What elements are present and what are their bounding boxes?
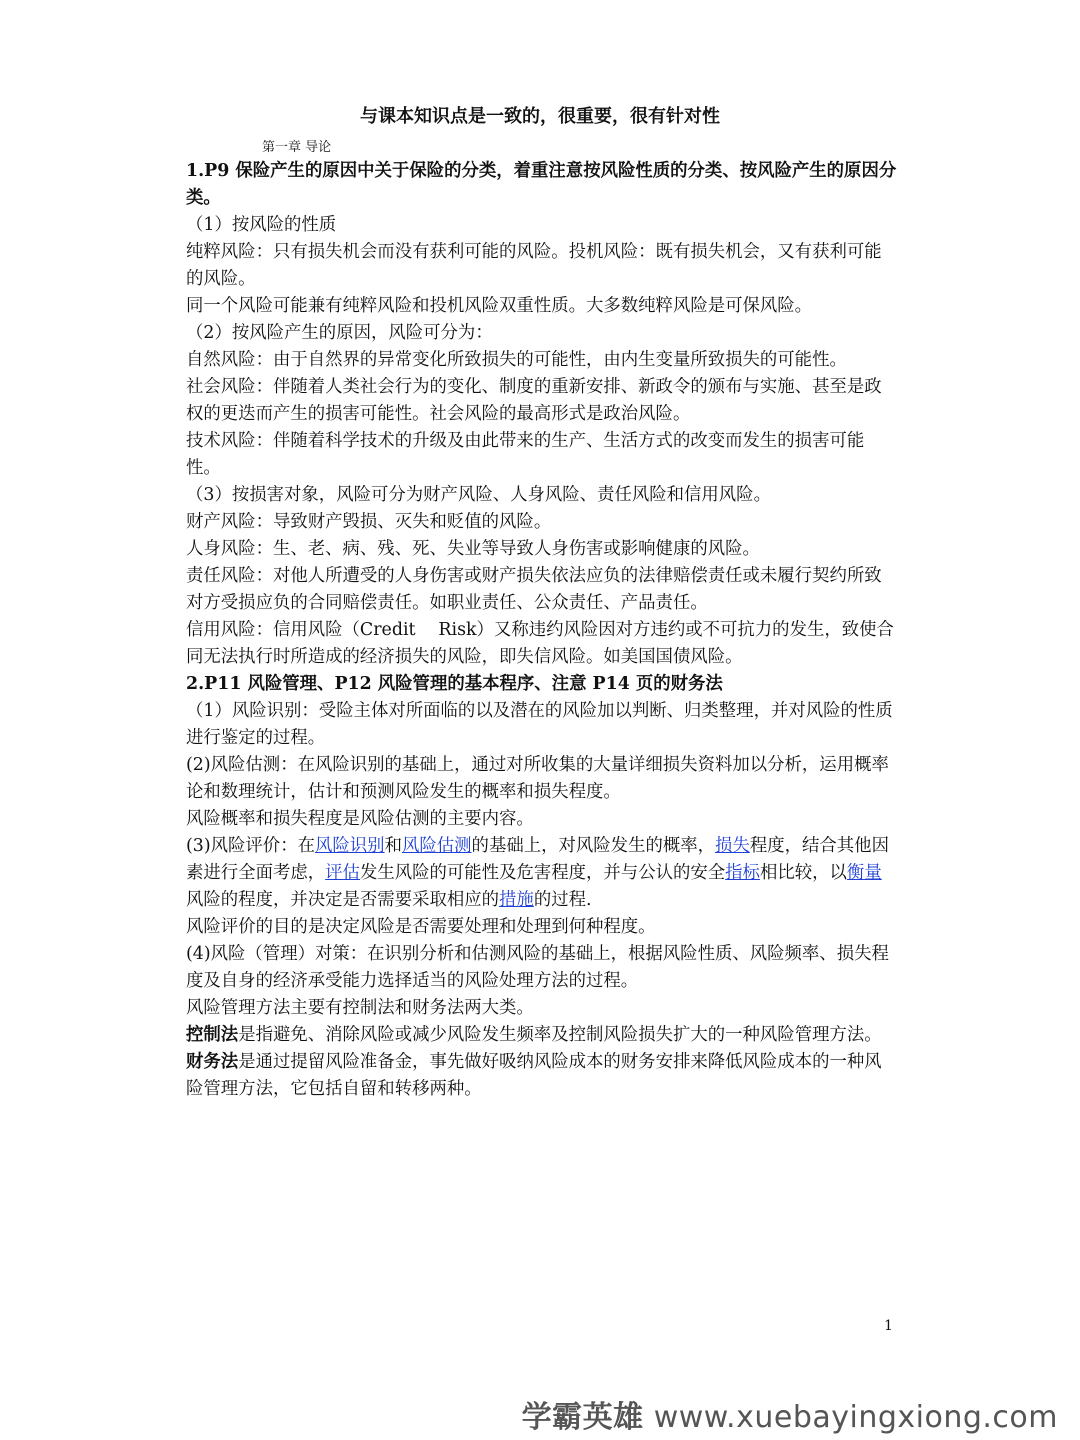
site-name: 学霸英雄: [521, 1400, 644, 1435]
text-segment: 程度，结合其他因素进行全面考虑，: [186, 836, 889, 883]
paragraph: (2)风险估测：在风险识别的基础上，通过对所收集的大量详细损失资料加以分析，运用概率论和数理统计，估计和预测风险发生的概率和损失程度。: [186, 755, 889, 802]
text-segment: (3)风险评价：在: [186, 836, 315, 856]
site-url: www.xuebayingxiong.com: [653, 1400, 1058, 1435]
text-segment: 的基础上，对风险发生的概率，: [471, 836, 716, 856]
paragraph: 信用风险：信用风险（Credit Risk）又称违约风险因对方违约或不可抗力的发生，致使合同无法执行时所造成的经济损失的风险，即失信风险。如美国国债风险。: [186, 620, 894, 667]
link-measures[interactable]: 措施: [499, 890, 534, 910]
paragraph-control-method: [186, 1022, 898, 1049]
link-risk-identification[interactable]: 风险识别: [314, 836, 385, 856]
link-measure[interactable]: 衡量: [846, 863, 882, 883]
definition-text: 是通过提留风险准备金，事先做好吸纳风险成本的财务安排来降低风险成本的一种风险管理方法，它包括自留和转移两种。: [186, 1052, 882, 1099]
document-body: [186, 158, 898, 1103]
link-risk-estimation[interactable]: 风险估测: [401, 836, 472, 856]
paragraph: 风险概率和损失程度是风险估测的主要内容。: [186, 809, 534, 829]
paragraph: （1）风险识别：受险主体对所面临的以及潜在的风险加以判断、归类整理，并对风险的性质进行鉴定的过程。: [186, 701, 893, 748]
term-financial-method: 财务法: [186, 1052, 239, 1072]
definition-text: 是指避免、消除风险或减少风险发生频率及控制风险损失扩大的一种风险管理方法。: [238, 1025, 882, 1045]
paragraph: 风险评价的目的是决定风险是否需要处理和处理到何种程度。: [186, 917, 656, 937]
paragraph: （3）按损害对象，风险可分为财产风险、人身风险、责任风险和信用风险。: [186, 485, 771, 505]
paragraph: 财产风险：导致财产毁损、灭失和贬值的风险。: [186, 512, 552, 532]
paragraph: （1）按风险的性质: [186, 215, 337, 235]
paragraph: 社会风险：伴随着人类社会行为的变化、制度的重新安排、新政令的颁布与实施、甚至是政权的更迭而产生的损害可能性。社会风险的最高形式是政治风险。: [186, 377, 882, 424]
paragraph: 同一个风险可能兼有纯粹风险和投机风险双重性质。大多数纯粹风险是可保风险。: [186, 296, 813, 316]
paragraph: 风险管理方法主要有控制法和财务法两大类。: [186, 998, 534, 1018]
paragraph-risk-evaluation: [186, 833, 898, 914]
text-segment: 发生风险的可能性及危害程度，并与公认的安全: [359, 863, 726, 883]
paragraph: （2）按风险产生的原因，风险可分为：: [186, 323, 493, 343]
paragraph: 自然风险：由于自然界的异常变化所致损失的可能性，由内生变量所致损失的可能性。: [186, 350, 847, 370]
text-segment: 风险的程度，并决定是否需要采取相应的: [186, 890, 500, 910]
text-segment: 和: [384, 836, 402, 856]
link-indicator[interactable]: 指标: [725, 863, 760, 883]
paragraph: 人身风险：生、老、病、残、死、失业等导致人身伤害或影响健康的风险。: [186, 539, 760, 559]
paragraph: 纯粹风险：只有损失机会而没有获利可能的风险。投机风险：既有损失机会，又有获利可能的风险。: [186, 242, 882, 289]
link-loss[interactable]: 损失: [715, 836, 750, 856]
paragraph: 责任风险：对他人所遭受的人身伤害或财产损失依法应负的法律赔偿责任或未履行契约所致对方受损应负的合同赔偿责任。如职业责任、公众责任、产品责任。: [186, 566, 882, 613]
watermark-footer: [522, 1392, 1058, 1436]
link-assessment[interactable]: 评估: [325, 863, 360, 883]
text-segment: 的过程.: [533, 890, 592, 910]
paragraph: 技术风险：伴随着科学技术的升级及由此带来的生产、生活方式的改变而发生的损害可能性。: [186, 431, 865, 478]
term-control-method: 控制法: [186, 1025, 239, 1045]
page-title: 与课本知识点是一致的，很重要，很有针对性: [360, 106, 720, 127]
chapter-heading: 第一章 导论: [262, 140, 332, 155]
paragraph: (4)风险（管理）对策：在识别分析和估测风险的基础上，根据风险性质、风险频率、损失程度及自身的经济承受能力选择适当的风险处理方法的过程。: [186, 944, 889, 991]
text-segment: 相比较，以: [759, 863, 847, 883]
paragraph-financial-method: [186, 1049, 898, 1103]
page-number: 1: [884, 1318, 893, 1334]
section-heading-1: 1.P9 保险产生的原因中关于保险的分类，着重注意按风险性质的分类、按风险产生的原因分类。: [186, 161, 897, 208]
section-heading-2: 2.P11 风险管理、P12 风险管理的基本程序、注意 P14 页的财务法: [186, 674, 723, 694]
